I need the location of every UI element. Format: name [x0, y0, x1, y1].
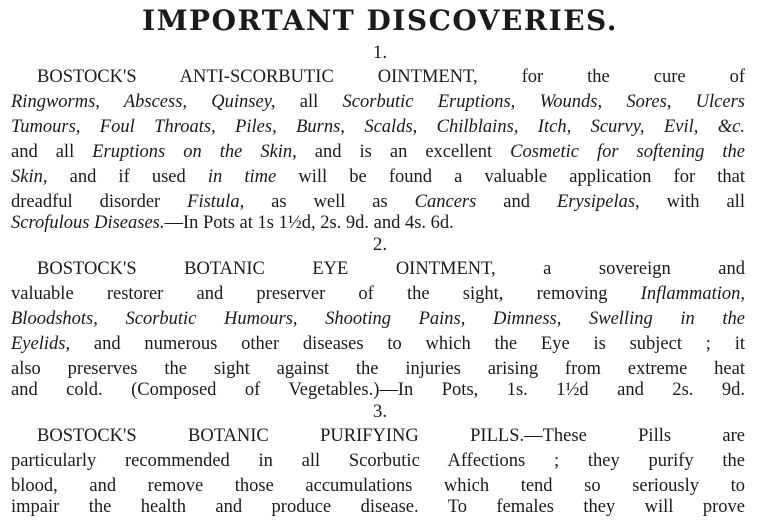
text-line: [37, 258, 745, 280]
text-line: [11, 496, 745, 518]
italic-text: Inflammation,: [640, 284, 745, 304]
text-line: [37, 66, 745, 88]
roman-text: dreadful disorder: [11, 192, 188, 212]
roman-text: and: [476, 192, 557, 212]
text-line: [11, 475, 745, 497]
roman-text: and is an excellent: [296, 142, 511, 162]
roman-text: —In Pots at 1s 1½d, 2s. 9d. and 4s. 6d.: [164, 213, 454, 233]
roman-text: BOSTOCK'S ANTI-SCORBUTIC OINTMENT, for the cure of: [37, 67, 745, 87]
text-line: [11, 212, 745, 234]
text-line: [11, 358, 745, 380]
section-number: 1.: [372, 42, 388, 63]
italic-text: Scrofulous Diseases.: [11, 213, 165, 233]
italic-text: Ringworms, Abscess, Quinsey,: [11, 92, 276, 112]
text-line: [11, 91, 745, 113]
roman-text: particularly recommended in all Scorbutic Affections ; they purify the: [11, 451, 745, 471]
roman-text: blood, and remove those accumulations which tend so seriously to: [11, 476, 745, 496]
roman-text: as well as: [244, 192, 415, 212]
roman-text: and cold. (Composed of Vegetables.)—In Pots, 1s. 1½d and 2s. 9d.: [11, 380, 745, 400]
roman-text: and all: [11, 142, 93, 162]
italic-text: Tumours, Foul Throats, Piles, Burns, Scalds, Chilblains, Itch, Scurvy, Evil, &c.: [11, 117, 745, 137]
roman-text: BOSTOCK'S BOTANIC PURIFYING PILLS.—These Pills are: [37, 426, 745, 446]
text-line: [37, 425, 745, 447]
text-line: [11, 141, 745, 163]
roman-text: and if used: [47, 167, 208, 187]
italic-text: in time: [207, 167, 277, 187]
text-line: [11, 191, 745, 213]
text-line: [11, 116, 745, 138]
roman-text: all: [275, 92, 343, 112]
italic-text: Cosmetic for softening the: [510, 142, 745, 162]
text-line: [11, 308, 745, 330]
italic-text: Scorbutic Eruptions, Wounds, Sores, Ulcers: [342, 92, 745, 112]
roman-text: BOSTOCK'S BOTANIC EYE OINTMENT, a sovereign and: [37, 259, 745, 279]
italic-text: Bloodshots, Scorbutic Humours, Shooting Pains, Dimness, Swelling in the: [11, 309, 745, 329]
text-line: [11, 166, 745, 188]
section-number: 2.: [372, 234, 388, 255]
roman-text: valuable restorer and preserver of the sight, removing: [11, 284, 641, 304]
roman-text: and numerous other diseases to which the Eye is subject ; it: [70, 334, 745, 354]
page-title: IMPORTANT DISCOVERIES.: [141, 4, 619, 37]
italic-text: Eyelids,: [11, 334, 71, 354]
italic-text: Skin,: [11, 167, 48, 187]
italic-text: Eruptions on the Skin,: [92, 142, 297, 162]
section-number: 3.: [372, 401, 388, 422]
text-line: [11, 379, 745, 401]
text-line: [11, 333, 745, 355]
roman-text: with all: [639, 192, 745, 212]
italic-text: Erysipelas,: [556, 192, 640, 212]
text-line: [11, 450, 745, 472]
italic-text: Fistula,: [187, 192, 245, 212]
text-line: [11, 283, 745, 305]
italic-text: Cancers: [414, 192, 477, 212]
roman-text: also preserves the sight against the injuries arising from extreme heat: [11, 359, 745, 379]
roman-text: will be found a valuable application for that: [276, 167, 745, 187]
roman-text: impair the health and produce disease. To females they will prove: [11, 497, 745, 517]
